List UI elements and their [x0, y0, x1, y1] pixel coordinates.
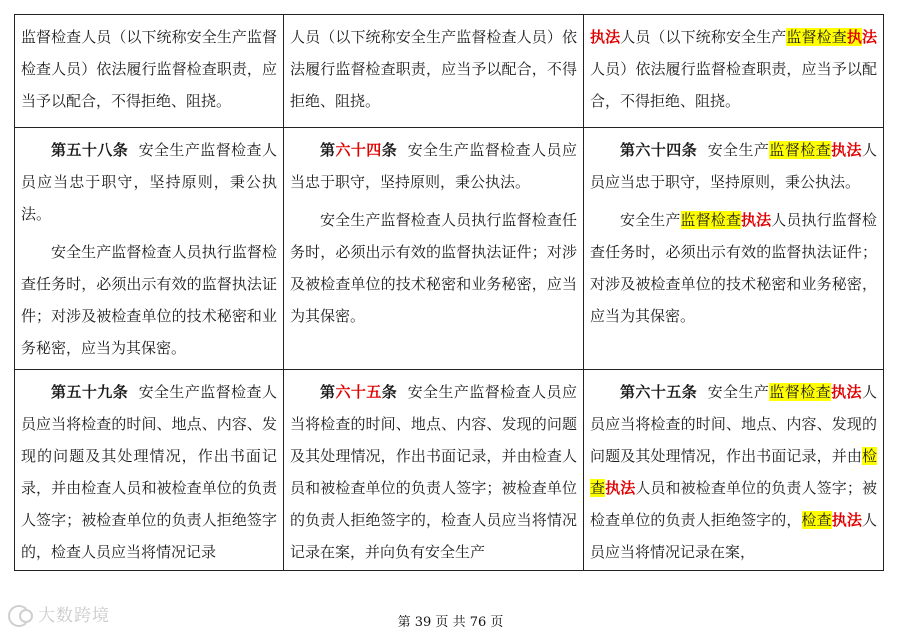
- table-row: [15, 370, 884, 571]
- table-cell-draft: [284, 15, 584, 128]
- article-paragraph: [590, 204, 877, 332]
- article-text: 安全生产监督检查人员应当忠于职守，坚持原则，秉公执法。: [21, 141, 277, 223]
- cell-text-segment: 人员和被检查单位的负责人签字；被检查单位的负责人拒绝签字的，: [590, 479, 877, 529]
- article-title: 第六十五条: [620, 383, 698, 401]
- changed-text: 执法: [605, 479, 636, 497]
- cell-text-segment: 人员执行监督检查任务时，必须出示有效的监督执法证件；对涉及被检查单位的技术秘密和业务秘密，应当为其保密。: [590, 211, 877, 325]
- cell-text-segment: 人员）依法履行监督检查职责，应当予以配合，不得拒绝、阻挠。: [590, 60, 877, 110]
- highlighted-text: 监督检查: [680, 211, 741, 229]
- table-cell-draft: [284, 370, 584, 571]
- cell-text-segment: 安全生产: [620, 211, 681, 229]
- highlighted-text: 监督检查: [769, 141, 832, 159]
- cell-text-segment: 人员应当将情况记录在案，: [590, 511, 877, 561]
- highlighted-text: 检查: [801, 511, 832, 529]
- article-title: 第五十八条: [51, 141, 129, 159]
- article-paragraph: 安全生产监督检查人员执行监督检查任务时，必须出示有效的监督执法证件；对涉及被检查单位的技术秘密和业务秘密，应当为其保密。: [290, 211, 577, 325]
- changed-text: 执法: [831, 141, 862, 159]
- table-cell-new-law: [584, 128, 884, 370]
- changed-text: 执法: [741, 211, 772, 229]
- cell-text: [590, 21, 877, 117]
- article-paragraph: [290, 376, 577, 568]
- article-paragraph: 安全生产监督检查人员执行监督检查任务时，必须出示有效的监督执法证件；对涉及被检查单位的技术秘密和业务秘密，应当为其保密。: [21, 243, 277, 357]
- changed-text: 执法: [831, 383, 862, 401]
- article-title: 第五十九条: [51, 383, 129, 401]
- highlighted-text: 监督检查: [769, 383, 832, 401]
- cell-text: 人员（以下统称安全生产监督检查人员）依法履行监督检查职责，应当予以配合，不得拒绝、阻挠。: [290, 28, 577, 110]
- watermark-text: 大数跨境: [38, 606, 110, 626]
- page-number: 第 39 页 共 76 页: [397, 615, 504, 630]
- table-cell-old-law: [15, 128, 284, 370]
- highlighted-text: 监督检查: [786, 28, 847, 46]
- table-cell-new-law: [584, 15, 884, 128]
- table-cell-draft: [284, 128, 584, 370]
- article-paragraph: [21, 376, 277, 568]
- changed-article-number: 六十四: [335, 141, 382, 159]
- changed-text: 执法: [831, 511, 862, 529]
- cell-text-segment: 安全生产: [707, 383, 770, 401]
- table-row: [15, 15, 884, 128]
- article-title-suffix: 条: [381, 383, 398, 401]
- article-title-suffix: 条: [381, 141, 398, 159]
- changed-text: 执: [846, 28, 862, 46]
- cell-text-segment: 人员（以下统称安全生产: [620, 28, 787, 46]
- article-text: 安全生产监督检查人员应当将检查的时间、地点、内容、发现的问题及其处理情况，作出书面记录，并由检查人员和被检查单位的负责人签字；被检查单位的负责人拒绝签字的，检查人员应当将情况记录在案，并向负有安全生产: [290, 383, 577, 561]
- cell-text-segment: 安全生产: [707, 141, 770, 159]
- article-title: 第六十四条: [620, 141, 698, 159]
- article-paragraph: [21, 134, 277, 230]
- article-text: 安全生产监督检查人员应当将检查的时间、地点、内容、发现的问题及其处理情况，作出书面记录，并由检查人员和被检查单位的负责人签字；被检查单位的负责人拒绝签字的，检查人员应当将情况记录: [21, 383, 277, 561]
- article-title-prefix: 第: [320, 141, 336, 159]
- cell-text-segment: 人员应当忠于职守，坚持原则，秉公执法。: [590, 141, 877, 191]
- article-paragraph: [590, 134, 877, 198]
- article-paragraph: [290, 134, 577, 198]
- changed-article-number: 六十五: [335, 383, 382, 401]
- article-text: 安全生产监督检查人员应当忠于职守，坚持原则，秉公执法。: [290, 141, 577, 191]
- cell-text: 监督检查人员（以下统称安全生产监督检查人员）依法履行监督检查职责，应当予以配合，不得拒绝、阻挠。: [21, 28, 277, 110]
- table-cell-old-law: [15, 15, 284, 128]
- cell-text-segment: 人员应当将检查的时间、地点、内容、发现的问题及其处理情况，作出书面记录，并由: [590, 383, 877, 465]
- changed-text: 法: [861, 28, 877, 46]
- table-cell-old-law: [15, 370, 284, 571]
- article-paragraph: [590, 376, 877, 568]
- article-title-prefix: 第: [320, 383, 336, 401]
- table-row: [15, 128, 884, 370]
- table-cell-new-law: [584, 370, 884, 571]
- changed-text: 执法: [590, 28, 621, 46]
- highlighted-text: 检查: [590, 447, 877, 497]
- comparison-table: [14, 14, 884, 571]
